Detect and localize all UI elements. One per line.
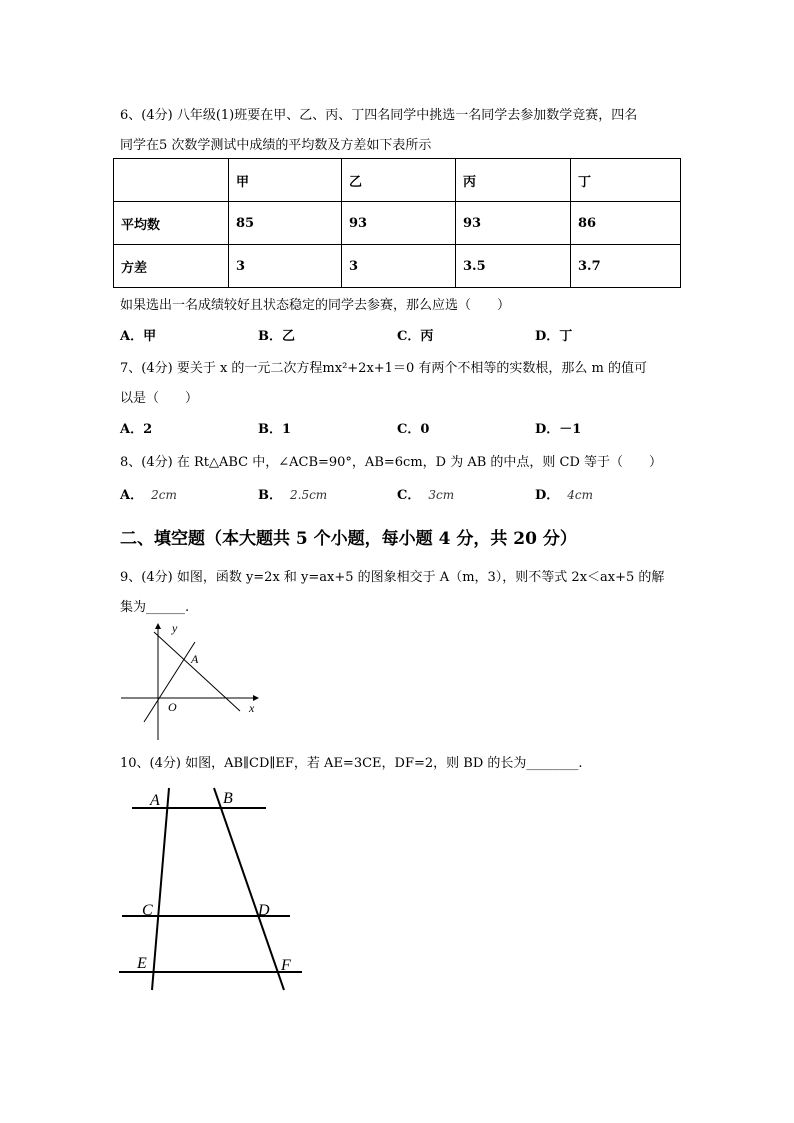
option-letter: D． (535, 488, 560, 503)
option-letter: D． (535, 329, 560, 344)
q6-option-d[interactable] (535, 325, 572, 344)
option-text: －1 (559, 422, 582, 437)
option-letter: C． (397, 488, 421, 503)
option-text: 2.5cm (290, 488, 328, 502)
q9-line1: 9、(4分) 如图，函数 y=2x 和 y=ax+5 的图象相交于 A（m，3），则不等式 2x＜ax+5 的解 (120, 570, 665, 585)
table-cell: 3 (229, 245, 342, 288)
q9-function-graph (118, 618, 268, 746)
label-f: F (281, 957, 291, 974)
q9-line2: 集为______. (120, 600, 190, 615)
option-text: 甲 (143, 329, 157, 344)
q7-option-a[interactable] (120, 418, 152, 437)
transversal-bf (214, 788, 284, 990)
table-row (114, 202, 681, 245)
table-header-cell: 丙 (456, 159, 571, 202)
table-cell: 3.5 (456, 245, 571, 288)
table-cell: 平均数 (114, 202, 229, 245)
q6-line2: 同学在5 次数学测试中成绩的平均数及方差如下表所示 (120, 138, 432, 153)
q8-option-b[interactable] (258, 484, 327, 503)
table-row (114, 245, 681, 288)
table-cell: 93 (342, 202, 456, 245)
option-text: 2 (143, 422, 153, 437)
table-header-cell: 甲 (229, 159, 342, 202)
q7-option-b[interactable] (258, 418, 291, 437)
option-letter: D． (535, 422, 560, 437)
option-letter: B． (258, 422, 282, 437)
q6-score-table (113, 158, 681, 288)
option-letter: A． (120, 329, 144, 344)
section-title: 二、填空题（本大题共 5 个小题，每小题 4 分，共 20 分） (120, 529, 577, 549)
table-header-row (114, 159, 681, 202)
table-cell: 3 (342, 245, 456, 288)
q8-option-d[interactable] (535, 484, 593, 503)
option-text: 丁 (559, 329, 573, 344)
y-axis-label: y (172, 621, 178, 635)
q7-option-d[interactable] (535, 418, 581, 437)
q8-option-c[interactable] (397, 484, 454, 503)
option-text: 1 (282, 422, 292, 437)
q6-option-c[interactable] (397, 325, 433, 344)
q6-option-b[interactable] (258, 325, 295, 344)
table-cell: 方差 (114, 245, 229, 288)
q10-line1: 10、(4分) 如图，AB∥CD∥EF，若 AE=3CE，DF=2，则 BD 的长为________. (120, 756, 583, 771)
option-letter: A． (120, 488, 144, 503)
option-letter: C． (397, 422, 421, 437)
q7-option-c[interactable] (397, 418, 429, 437)
option-letter: B． (258, 329, 282, 344)
q8-option-a[interactable] (120, 484, 177, 503)
option-letter: B． (258, 488, 282, 503)
table-header-cell: 丁 (571, 159, 681, 202)
table-header-cell: 乙 (342, 159, 456, 202)
x-axis-label: x (249, 701, 255, 715)
option-letter: C． (397, 329, 421, 344)
table-cell: 3.7 (571, 245, 681, 288)
q7-line1: 7、(4分) 要关于 x 的一元二次方程mx²+2x+1＝0 有两个不相等的实数根，那么 m 的值可 (120, 361, 647, 376)
q7-line2: 以是（ ） (120, 391, 199, 406)
q6-option-a[interactable] (120, 325, 156, 344)
option-text: 0 (420, 422, 430, 437)
line-y-ax-5 (154, 632, 240, 711)
table-header-cell (114, 159, 229, 202)
q10-parallel-lines-figure (114, 786, 308, 996)
table-cell: 93 (456, 202, 571, 245)
table-cell: 85 (229, 202, 342, 245)
option-text: 3cm (428, 488, 455, 502)
table-cell: 86 (571, 202, 681, 245)
label-c: C (142, 902, 153, 919)
transversal-ae (152, 788, 169, 990)
label-a: A (150, 792, 160, 809)
point-a-label: A (191, 652, 199, 666)
option-letter: A． (120, 422, 144, 437)
option-text: 2cm (151, 488, 177, 502)
option-text: 丙 (420, 329, 434, 344)
label-d: D (258, 902, 270, 919)
q6-line1: 6、(4分) 八年级(1)班要在甲、乙、丙、丁四名同学中挑选一名同学去参加数学竞赛，四名 (120, 108, 638, 123)
q6-question: 如果选出一名成绩较好且状态稳定的同学去参赛，那么应选（ ） (120, 298, 511, 313)
label-b: B (223, 790, 233, 807)
label-e: E (137, 955, 147, 972)
q8-line1: 8、(4分) 在 Rt△ABC 中，∠ACB=90°，AB=6cm，D 为 AB 的中点，则 CD 等于（ ） (120, 455, 663, 470)
option-text: 乙 (282, 329, 296, 344)
option-text: 4cm (567, 488, 594, 502)
origin-label: O (168, 700, 177, 714)
